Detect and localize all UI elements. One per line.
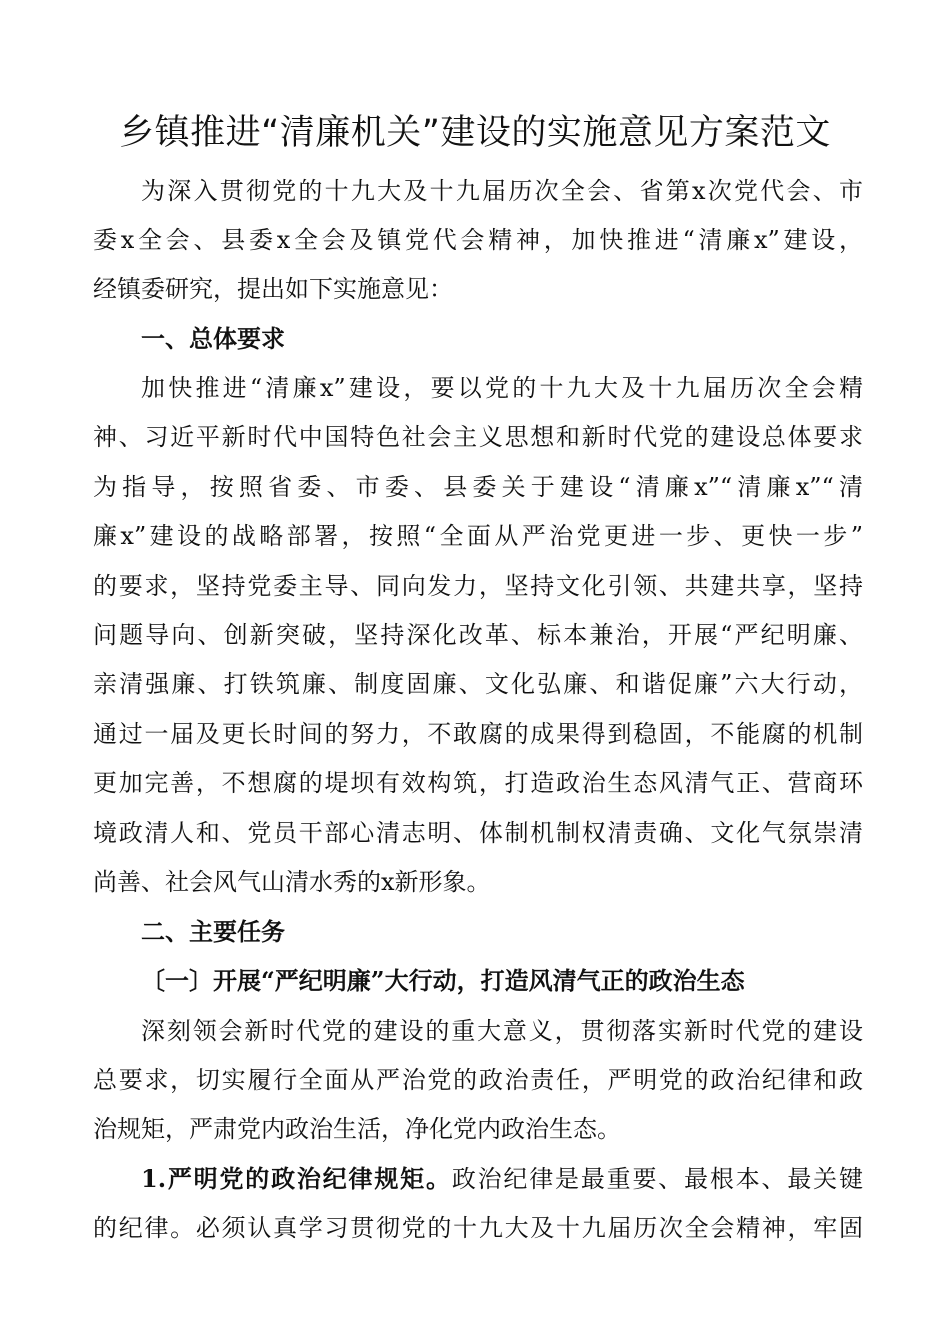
section-1-line: 境政清人和、党员干部心清志明、体制机制权清责确、文化气氛崇清: [93, 819, 863, 847]
document-title: 乡镇推进“清廉机关”建设的实施意见方案范文: [119, 113, 831, 153]
section-1-line: 加快推进“清廉x”建设，要以党的十九大及十九届历次全会精: [141, 374, 863, 402]
item-1-text: 政治纪律是最重要、最根本、最关键: [451, 1165, 863, 1193]
item-1-line: [141, 1154, 863, 1204]
section-2-line: 总要求，切实履行全面从严治党的政治责任，严明党的政治纪律和政: [93, 1066, 863, 1094]
intro-line-1: 为深入贯彻党的十九大及十九届历次全会、省第x次党代会、市: [141, 177, 863, 205]
section-1-line: 更加完善，不想腐的堤坝有效构筑，打造政治生态风清气正、营商环: [93, 769, 863, 797]
intro-line-3: 经镇委研究，提出如下实施意见：: [93, 275, 453, 303]
section-1-line: 廉x”建设的战略部署，按照“全面从严治党更进一步、更快一步”: [93, 522, 863, 550]
section-2-line: 深刻领会新时代党的建设的重大意义，贯彻落实新时代党的建设: [141, 1017, 863, 1045]
item-1-label: 1.严明党的政治纪律规矩。: [141, 1164, 452, 1193]
section-1-line: 问题导向、创新突破，坚持深化改革、标本兼治，开展“严纪明廉、: [93, 621, 863, 649]
section-2-heading: 二、主要任务: [141, 917, 285, 946]
section-1-line: 亲清强廉、打铁筑廉、制度固廉、文化弘廉、和谐促廉”六大行动，: [93, 670, 863, 698]
section-1-line: 尚善、社会风气山清水秀的x新形象。: [93, 868, 491, 896]
section-1-line: 神、习近平新时代中国特色社会主义思想和新时代党的建设总体要求: [93, 423, 863, 451]
section-1-line: 为指导，按照省委、市委、县委关于建设“清廉x”“清廉x”“清: [93, 473, 863, 501]
item-1-continuation: 的纪律。必须认真学习贯彻党的十九大及十九届历次全会精神，牢固: [93, 1214, 863, 1242]
section-1-line: 通过一届及更长时间的努力，不敢腐的成果得到稳固，不能腐的机制: [93, 720, 863, 748]
section-2-line: 治规矩，严肃党内政治生活，净化党内政治生态。: [93, 1115, 621, 1143]
section-1-heading: 一、总体要求: [141, 324, 285, 353]
intro-line-2: 委x全会、县委x全会及镇党代会精神，加快推进“清廉x”建设，: [93, 226, 863, 254]
section-1-line: 的要求，坚持党委主导、同向发力，坚持文化引领、共建共享，坚持: [93, 572, 863, 600]
section-2-subheading: 〔一〕开展“严纪明廉”大行动，打造风清气正的政治生态: [141, 966, 745, 995]
